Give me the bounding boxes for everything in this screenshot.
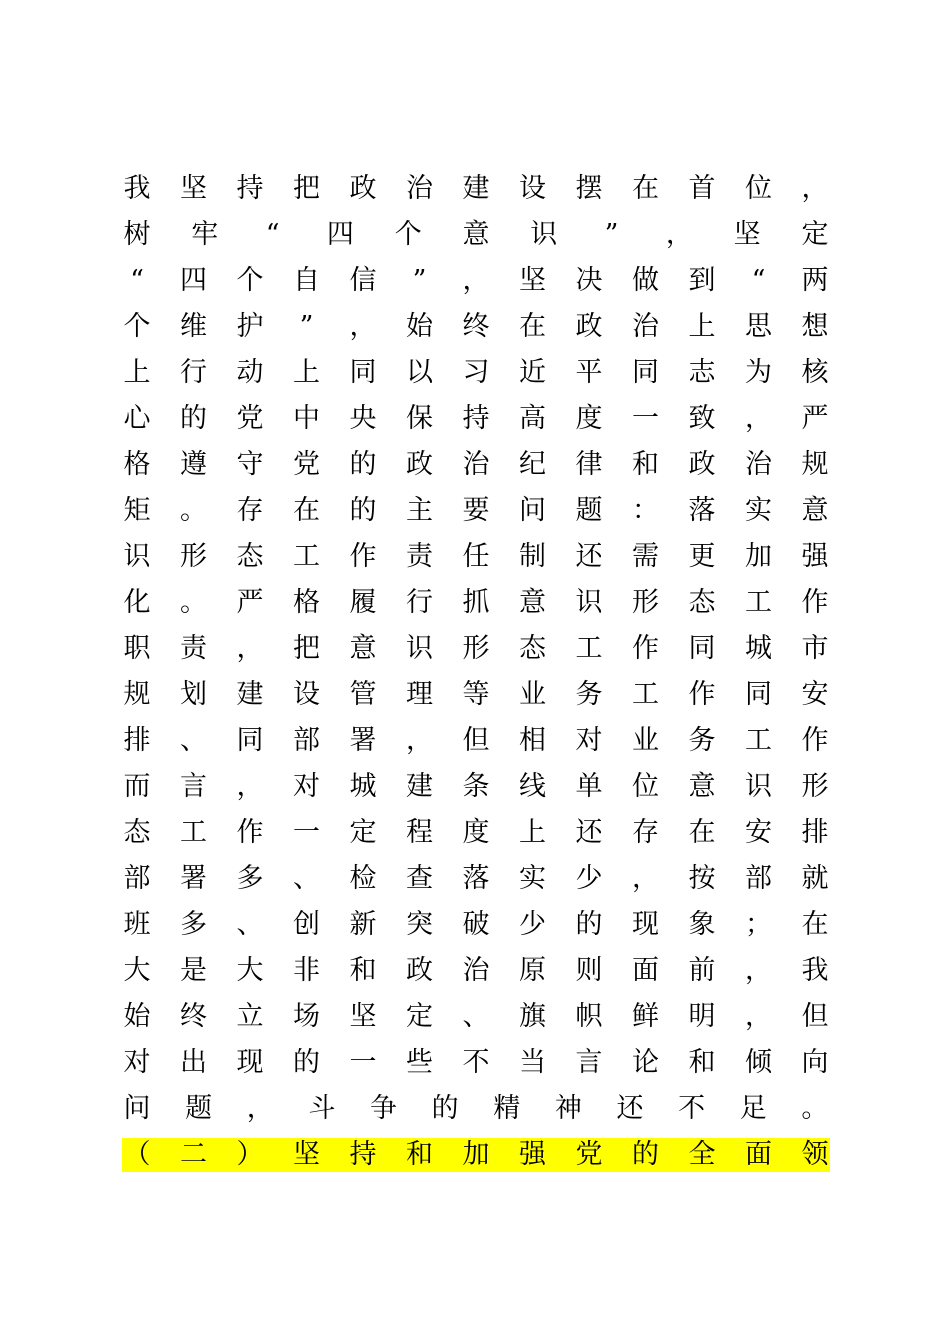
paragraph-line: 而 言 ， 对 城 建 条 线 单 位 意 识 形 bbox=[123, 771, 829, 802]
document-body bbox=[122, 166, 830, 1172]
paragraph-line: 化 。 严 格 履 行 抓 意 识 形 态 工 作 bbox=[123, 587, 829, 618]
paragraph-line: 树 牢 “ 四 个 意 识 ” ， 坚 定 bbox=[123, 219, 829, 250]
paragraph-line: 态 工 作 一 定 程 度 上 还 存 在 安 排 bbox=[123, 817, 829, 848]
paragraph-line: 上 行 动 上 同 以 习 近 平 同 志 为 核 bbox=[123, 357, 829, 388]
paragraph-line: 问 题 ， 斗 争 的 精 神 还 不 足 。 bbox=[123, 1093, 829, 1124]
paragraph-line: 排 、 同 部 署 ， 但 相 对 业 务 工 作 bbox=[123, 725, 829, 756]
paragraph-line: 大 是 大 非 和 政 治 原 则 面 前 ， 我 bbox=[123, 955, 829, 986]
paragraph-line: 班 多 、 创 新 突 破 少 的 现 象 ； 在 bbox=[123, 909, 829, 940]
paragraph-line: 个 维 护 ” ， 始 终 在 政 治 上 思 想 bbox=[123, 311, 829, 342]
paragraph-line: 我 坚 持 把 政 治 建 设 摆 在 首 位 ， bbox=[123, 173, 829, 204]
paragraph-line: 矩 。 存 在 的 主 要 问 题 ： 落 实 意 bbox=[123, 495, 829, 526]
paragraph-line: 始 终 立 场 坚 定 、 旗 帜 鲜 明 ， 但 bbox=[123, 1001, 829, 1032]
paragraph-line: 职 责 ， 把 意 识 形 态 工 作 同 城 市 bbox=[123, 633, 829, 664]
paragraph-line: 对 出 现 的 一 些 不 当 言 论 和 倾 向 bbox=[123, 1047, 829, 1078]
paragraph-line: 部 署 多 、 检 查 落 实 少 ， 按 部 就 bbox=[123, 863, 829, 894]
paragraph-line: 格 遵 守 党 的 政 治 纪 律 和 政 治 规 bbox=[123, 449, 829, 480]
paragraph-line: “ 四 个 自 信 ” ， 坚 决 做 到 “ 两 bbox=[130, 265, 829, 296]
paragraph-line: 识 形 态 工 作 责 任 制 还 需 更 加 强 bbox=[123, 541, 829, 572]
paragraph-line: 心 的 党 中 央 保 持 高 度 一 致 ， 严 bbox=[123, 403, 829, 434]
paragraph-line: 规 划 建 设 管 理 等 业 务 工 作 同 安 bbox=[123, 679, 829, 710]
section-heading: （ 二 ） 坚 持 和 加 强 党 的 全 面 领 bbox=[123, 1139, 829, 1170]
